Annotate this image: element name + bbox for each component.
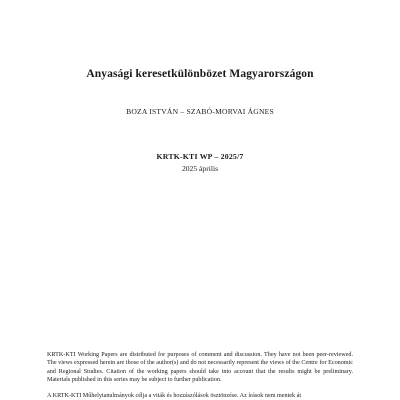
- disclaimer-hungarian: A KRTK-KTI Műhelytanulmányok célja a viták és hozzászólások ösztönzése. Az írások nem mentek át: [47, 393, 302, 399]
- working-paper-id: KRTK-KTI WP – 2025/7: [156, 152, 244, 161]
- publication-date: 2025 április: [181, 164, 219, 173]
- paper-authors: BOZA ISTVÁN – SZABÓ-MORVAI ÁGNES: [126, 107, 274, 116]
- disclaimer-english: KRTK-KTI Working Papers are distributed for purposes of comment and discussion. They have not been peer-reviewed. The views expressed herein are those of the author(s) and do not necessarily represent the views of the Centre for Economic and Regional Studies. Citation of the working papers should take into account that the results might be preliminary. Materials published in this series may be subject to further publication.: [47, 352, 353, 384]
- paper-title: Anyasági keresetkülönbözet Magyarországon: [86, 68, 314, 80]
